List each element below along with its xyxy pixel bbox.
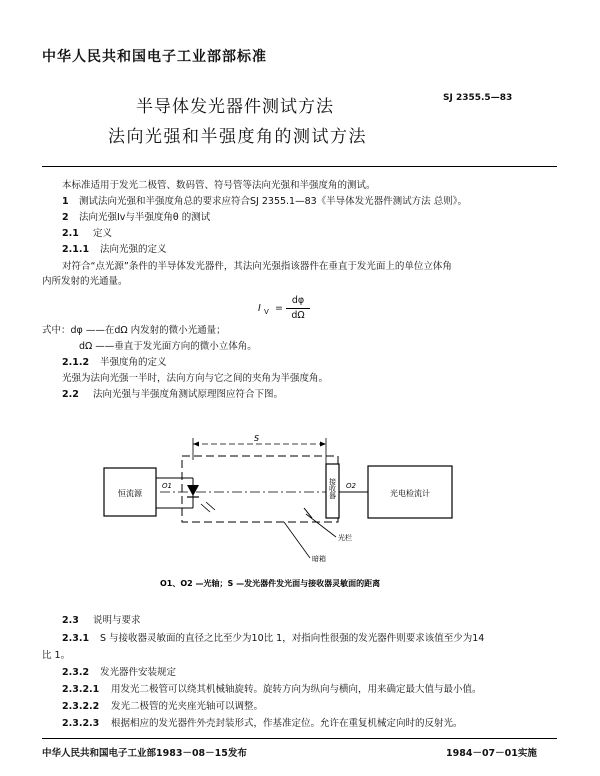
section-1-number: 1 [62, 196, 69, 207]
section-2-3-2-3-number: 2.3.2.3 [62, 718, 100, 729]
paragraph-2-1-1-line1: 对符合“点光源”条件的半导体发光器件，其法向光强指该器件在垂直于发光面上的单位立体角 [62, 261, 452, 272]
axis-o1-label: O1 [162, 482, 172, 490]
led-emission-arrow-1 [201, 504, 210, 512]
dark-box-leader [284, 522, 310, 558]
intro-text: 本标准适用于发光二极管、数码管、符号管等法向光强和半强度角的测试。 [62, 180, 376, 191]
where-line2: dΩ ——垂直于发光面方向的微小立体角。 [79, 341, 257, 352]
section-2-3-number: 2.3 [62, 615, 79, 626]
paragraph-2-1-1-line2: 内所发射的光通量。 [42, 276, 128, 287]
distance-s-label: S [254, 434, 260, 443]
ministry-title: 中华人民共和国电子工业部部标准 [42, 49, 267, 65]
receiver-label: 接收器 [328, 478, 337, 499]
formula-denominator: dΩ [291, 310, 305, 321]
where-line1: 式中：dφ ——在dΩ 内发射的微小光通量； [42, 325, 226, 336]
section-2-text: 法向光强Iv与半强度角θ 的测试 [79, 212, 211, 223]
section-2-1-number: 2.1 [62, 228, 79, 239]
section-2-3-2-1-number: 2.3.2.1 [62, 684, 100, 695]
section-2-3-1-line2: 比 1。 [42, 650, 71, 661]
footer-rule [42, 738, 557, 739]
standard-number: SJ 2355.5—83 [443, 93, 513, 103]
section-2-1-1-number: 2.1.1 [62, 244, 90, 255]
section-2-3-2-3-text: 根据相应的发光器件外壳封装形式，作基准定位。允许在重复机械定向时的反射光。 [111, 718, 463, 729]
section-2-3-2-text: 发光器件安装规定 [100, 667, 177, 678]
section-2-3-1-line1: S 与接收器灵敏面的直径之比至少为10比 1，对指向性很强的发光器件则要求该值至少为14 [100, 633, 485, 644]
led-diode-icon [187, 485, 199, 496]
section-2-3-1-number: 2.3.1 [62, 633, 90, 644]
section-2-1-2-text: 半强度角的定义 [100, 357, 167, 368]
section-2-2-text: 法向光强与半强度角测试原理图应符合下图。 [93, 389, 284, 400]
axis-o2-label: O2 [346, 482, 356, 490]
dark-box-label: 暗箱 [312, 555, 326, 563]
formula-lhs: I [258, 303, 261, 314]
section-2-3-2-1-text: 用发光二极管可以绕其机械轴旋转。旋转方向为纵向与横向，用来确定最大值与最小值。 [111, 684, 482, 695]
section-2-1-text: 定义 [93, 228, 113, 239]
section-1-text: 测试法向光强和半强度角总的要求应符合SJ 2355.1—83《半导体发光器件测试方法 总则》。 [79, 196, 467, 207]
section-2-1-2-number: 2.1.2 [62, 357, 90, 368]
formula-equals: = [275, 303, 283, 314]
document-title-line1: 半导体发光器件测试方法 [136, 97, 334, 117]
header-rule [42, 166, 557, 167]
aperture-label: 光栏 [338, 534, 352, 542]
formula-fraction-bar [286, 308, 310, 309]
photometer-label: 光电检流计 [390, 489, 430, 498]
distance-arrow-left [193, 442, 199, 447]
section-2-2-number: 2.2 [62, 389, 79, 400]
formula-numerator: dφ [291, 295, 305, 306]
aperture-slit [304, 508, 312, 518]
effective-date: 1984－07－01实施 [446, 748, 537, 759]
section-2-3-2-2-number: 2.3.2.2 [62, 701, 100, 712]
constant-source-label: 恒流源 [118, 489, 142, 498]
formula [258, 295, 338, 325]
formula-subscript: V [264, 308, 269, 316]
section-2-3-text: 说明与要求 [93, 615, 141, 626]
led-emission-arrow-2 [206, 502, 215, 510]
section-2-3-2-number: 2.3.2 [62, 667, 90, 678]
paragraph-2-1-2: 光强为法向光强一半时，法向方向与它之间的夹角为半强度角。 [62, 373, 329, 384]
measurement-diagram [0, 430, 600, 590]
section-2-1-1-text: 法向光强的定义 [100, 244, 167, 255]
diagram-caption: O1、O2 —光轴；S —发光器件发光面与接收器灵敏面的距离 [160, 579, 381, 588]
document-title-line2: 法向光强和半强度角的测试方法 [108, 127, 367, 147]
distance-arrow-right [320, 442, 326, 447]
dark-box [182, 456, 338, 522]
issue-date: 中华人民共和国电子工业部1983－08－15发布 [42, 748, 247, 759]
section-2-number: 2 [62, 212, 69, 223]
section-2-3-2-2-text: 发光二极管的光夹座光轴可以调整。 [111, 701, 264, 712]
